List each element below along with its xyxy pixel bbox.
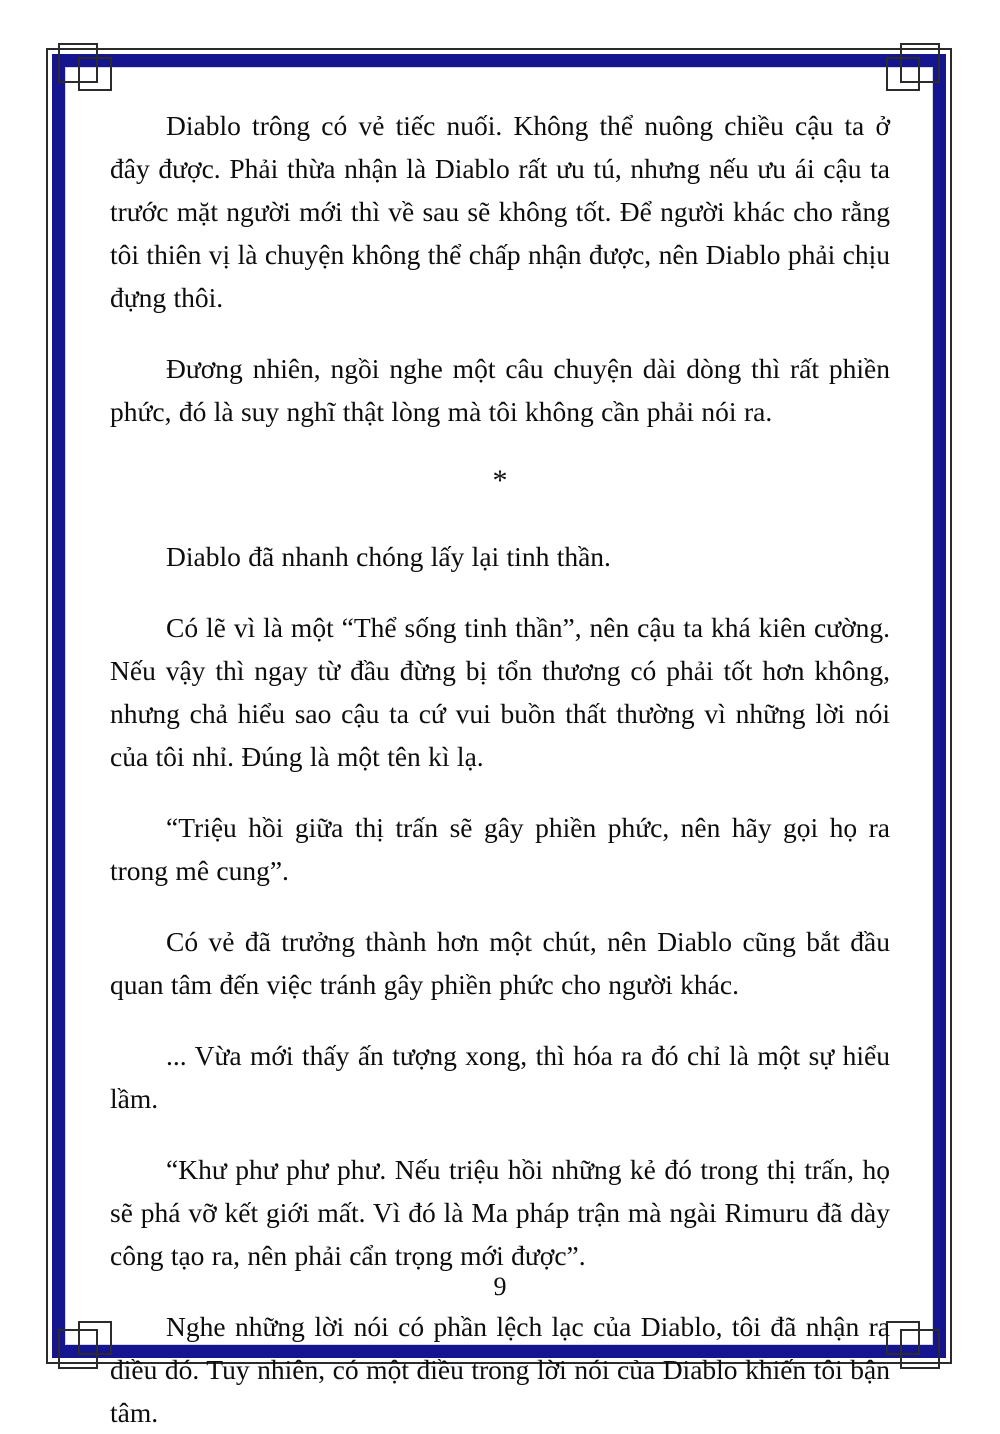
corner-ornament-top-left-inner bbox=[78, 57, 112, 91]
corner-ornament-top-right-outer bbox=[900, 43, 940, 83]
corner-ornament-bottom-right-outer bbox=[900, 1329, 940, 1369]
page-body-text bbox=[110, 104, 890, 1428]
page-number: 9 bbox=[493, 1272, 507, 1301]
corner-ornament-top-right-inner bbox=[886, 57, 920, 91]
corner-ornament-top-left-outer bbox=[58, 43, 98, 83]
body-paragraph: Đương nhiên, ngồi nghe một câu chuyện dài dòng thì rất phiền phức, đó là suy nghĩ thật lòng mà tôi không cần phải nói ra. bbox=[110, 353, 890, 427]
body-paragraph: “Khư phư phư phư. Nếu triệu hồi những kẻ đó trong thị trấn, họ sẽ phá vỡ kết giới mất. Vì đó là Ma pháp trận mà ngài Rimuru đã dày công tạo ra, nên phải cẩn trọng mới được”. bbox=[110, 1154, 890, 1271]
body-paragraph: Có vẻ đã trưởng thành hơn một chút, nên Diablo cũng bắt đầu quan tâm đến việc tránh gây phiền phức cho người khác. bbox=[110, 926, 890, 1000]
corner-ornament-bottom-right-inner bbox=[886, 1321, 920, 1355]
body-paragraph: “Triệu hồi giữa thị trấn sẽ gây phiền phức, nên hãy gọi họ ra trong mê cung”. bbox=[110, 812, 890, 886]
body-paragraph: ... Vừa mới thấy ấn tượng xong, thì hóa ra đó chỉ là một sự hiểu lầm. bbox=[110, 1040, 890, 1114]
scene-break-separator: * bbox=[492, 464, 508, 497]
corner-ornament-bottom-left-inner bbox=[78, 1321, 112, 1355]
body-paragraph: Nghe những lời nói có phần lệch lạc của Diablo, tôi đã nhận ra điều đó. Tuy nhiên, có một điều trong lời nói của Diablo khiến tôi bận tâm. bbox=[110, 1311, 890, 1428]
body-paragraph: Có lẽ vì là một “Thể sống tinh thần”, nên cậu ta khá kiên cường. Nếu vậy thì ngay từ đầu đừng bị tổn thương có phải tốt hơn không, nhưng chả hiểu sao cậu ta cứ vui buồn thất thường vì những lời nói của tôi nhỉ. Đúng là một tên kì lạ. bbox=[110, 612, 890, 772]
body-paragraph: Diablo trông có vẻ tiếc nuối. Không thể nuông chiều cậu ta ở đây được. Phải thừa nhận là Diablo rất ưu tú, nhưng nếu ưu ái cậu ta trước mặt người mới thì về sau sẽ không tốt. Để người khác cho rằng tôi thiên vị là chuyện không thể chấp nhận được, nên Diablo phải chịu đựng thôi. bbox=[110, 110, 890, 313]
corner-ornament-bottom-left-outer bbox=[58, 1329, 98, 1369]
body-paragraph: Diablo đã nhanh chóng lấy lại tinh thần. bbox=[166, 541, 611, 572]
